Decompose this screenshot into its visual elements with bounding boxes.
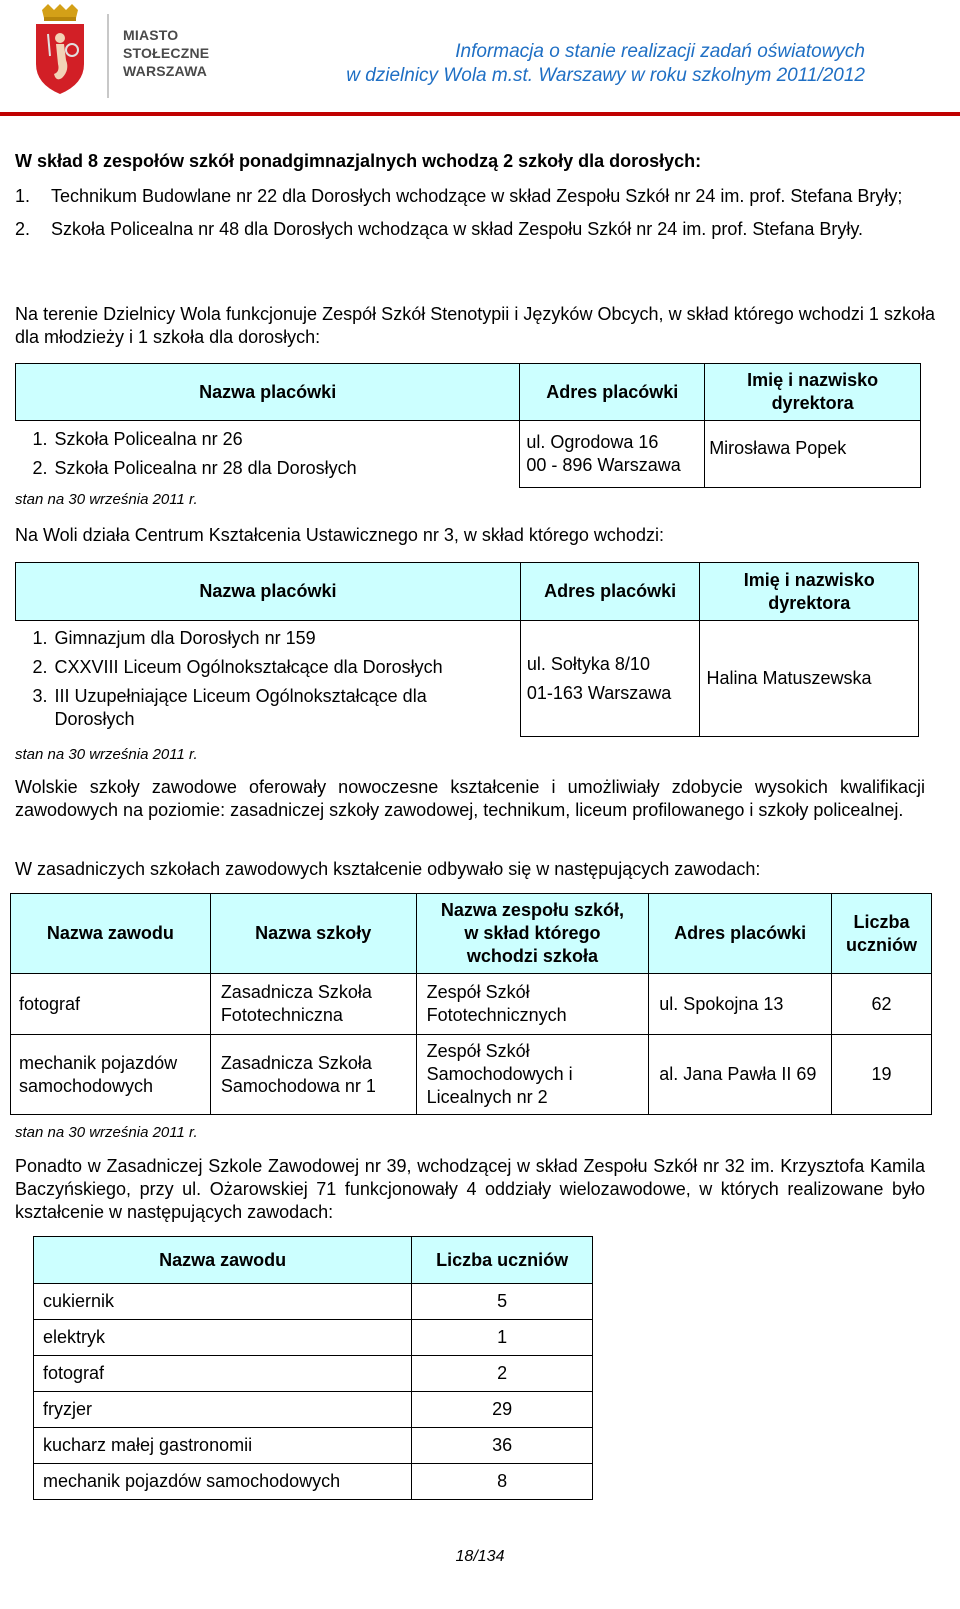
page-header (0, 0, 960, 118)
stenotypy-schools-table (15, 363, 921, 488)
section-heading: W skład 8 zespołów szkół ponadgimnazjalnych wchodzą 2 szkoły dla dorosłych: (15, 151, 702, 171)
profession-cell: cukiernik (34, 1284, 412, 1320)
list-item-text: Technikum Budowlane nr 22 dla Dorosłych wchodzące w skład Zespołu Szkół nr 24 im. prof. Stefana Bryły; (51, 186, 903, 206)
table-row (16, 621, 919, 737)
warsaw-coat-of-arms-logo (28, 4, 92, 96)
school-names-cell (16, 421, 520, 488)
address-line-2: 01-163 Warszawa (526, 682, 672, 703)
table-row (34, 1320, 593, 1356)
column-header: Nazwa zawodu (34, 1237, 412, 1284)
ckt-paragraph: Na Woli działa Centrum Kształcenia Ustawicznego nr 3, w skład którego wchodzi: (15, 525, 664, 545)
list-item-text: Szkoła Policealna nr 48 dla Dorosłych wchodząca w skład Zespołu Szkół nr 24 im. prof. Stefana Bryły. (51, 219, 864, 239)
profession-cell: elektryk (34, 1320, 412, 1356)
vocational-paragraph: Wolskie szkoły zawodowe oferowały nowoczesne kształcenie i umożliwiały zdobycie wysokich kwalifikacji zawodowych na poziomie: zasadniczej szkoły zawodowej, technikum, liceum profilowanego i szkoły policealnej. (15, 777, 925, 820)
zsz-paragraph: W zasadniczych szkołach zawodowych kształcenie odbywało się w następujących zawodach: (15, 859, 761, 879)
list-item-number: 1. (15, 186, 31, 206)
logo-divider (107, 14, 109, 98)
address-cell: ul. Spokojna 13 (649, 974, 832, 1035)
profession-cell: mechanik pojazdów samochodowych (34, 1464, 412, 1500)
list-item: 2. Szkoła Policealna nr 28 dla Dorosłych (33, 454, 520, 483)
complex-cell: Zespół Szkół Samochodowych i Licealnych nr 2 (416, 1035, 649, 1115)
director-cell: Halina Matuszewska (700, 621, 919, 737)
student-count-cell: 36 (412, 1428, 593, 1464)
column-header: Adres placówki (649, 894, 832, 974)
column-header: Nazwa szkoły (210, 894, 416, 974)
student-count-cell: 2 (412, 1356, 593, 1392)
table-header-row (11, 894, 932, 974)
adult-schools-list (15, 185, 935, 241)
profession-cell: kucharz małej gastronomii (34, 1428, 412, 1464)
school-cell: Zasadnicza Szkoła Fototechniczna (210, 974, 416, 1035)
address-line-2: 00 - 896 Warszawa (526, 454, 681, 475)
column-header: Nazwa placówki (16, 563, 521, 621)
address-cell (520, 421, 705, 488)
table-row (11, 1035, 932, 1115)
zsz39-paragraph: Ponadto w Zasadniczej Szkole Zawodowej nr 39, wchodzącej w skład Zespołu Szkół nr 32 im. Krzysztofa Kamila Baczyńskiego, przy ul. Ożarowskiej 71 funkcjonowały 4 oddziały wielozawodowe, w których realizowane było kształcenie w następujących zawodach: (15, 1156, 925, 1222)
logo-line-3: WARSZAWA (123, 63, 208, 79)
column-header: Imię i nazwisko dyrektora (700, 563, 919, 621)
student-count-cell: 19 (831, 1035, 931, 1115)
multi-profession-table (33, 1236, 593, 1500)
school-name: Szkoła Policealna nr 26 (54, 429, 243, 449)
student-count-cell: 8 (412, 1464, 593, 1500)
profession-cell: mechanik pojazdów samochodowych (11, 1035, 211, 1115)
table-header-row (34, 1237, 593, 1284)
document-title-line-2: w dzielnicy Wola m.st. Warszawy w roku szkolnym 2011/2012 (346, 65, 865, 86)
column-header: Nazwa placówki (16, 364, 520, 421)
school-name: CXXVIII Liceum Ogólnokształcące dla Dorosłych (54, 657, 443, 677)
status-date-note: stan na 30 września 2011 r. (15, 1124, 198, 1141)
address-cell (520, 621, 700, 737)
school-names-cell (16, 621, 521, 737)
logo-line-2: STOŁECZNE (123, 45, 210, 61)
list-item (15, 218, 935, 241)
school-name: III Uzupełniające Liceum Ogólnokształcące dla Dorosłych (54, 686, 427, 729)
list-item: 2. CXXVIII Liceum Ogólnokształcące dla Dorosłych (32, 657, 443, 677)
profession-cell: fryzjer (34, 1392, 412, 1428)
complex-cell: Zespół Szkół Fototechnicznych (416, 974, 649, 1035)
page-number: 18/134 (455, 1548, 505, 1565)
stenotypy-paragraph: Na terenie Dzielnicy Wola funkcjonuje Zespół Szkół Stenotypii i Języków Obcych, w skład którego wchodzi 1 szkoła dla młodzieży i 1 szkoła dla dorosłych: (15, 304, 935, 347)
table-row (34, 1284, 593, 1320)
school-list (33, 425, 520, 483)
list-item: 1. Szkoła Policealna nr 26 (33, 425, 520, 454)
address-line-1: ul. Ogrodowa 16 (526, 431, 659, 452)
column-header: Liczba uczniów (412, 1237, 593, 1284)
list-item (15, 185, 935, 208)
table-header-row (16, 364, 921, 421)
list-item: 3. III Uzupełniające Liceum Ogólnokształcące dla Dorosłych (33, 685, 520, 731)
status-date-note: stan na 30 września 2011 r. (15, 746, 198, 763)
table-row (34, 1356, 593, 1392)
list-item-number: 2. (15, 219, 31, 239)
table-row (16, 421, 921, 488)
address-cell: al. Jana Pawła II 69 (649, 1035, 832, 1115)
column-header: Adres placówki (520, 563, 700, 621)
table-row (34, 1464, 593, 1500)
table-row (34, 1392, 593, 1428)
logo-line-1: MIASTO (123, 27, 179, 43)
document-title-line-1: Informacja o stanie realizacji zadań oświatowych (455, 41, 865, 62)
school-name: Szkoła Policealna nr 28 dla Dorosłych (54, 458, 357, 478)
header-rule (0, 112, 960, 116)
table-row (34, 1428, 593, 1464)
profession-cell: fotograf (11, 974, 211, 1035)
address-line-1: ul. Sołtyka 8/10 (526, 653, 650, 674)
status-date-note: stan na 30 września 2011 r. (15, 491, 198, 508)
school-list (33, 627, 520, 731)
table-header-row (16, 563, 919, 621)
list-item: 1. Gimnazjum dla Dorosłych nr 159 (32, 628, 316, 648)
column-header: Adres placówki (520, 364, 705, 421)
vocational-schools-table (10, 893, 932, 1115)
student-count-cell: 62 (831, 974, 931, 1035)
logo-wordmark (123, 26, 209, 80)
student-count-cell: 1 (412, 1320, 593, 1356)
director-cell: Mirosława Popek (705, 421, 921, 488)
school-name: Gimnazjum dla Dorosłych nr 159 (54, 628, 316, 648)
table-row (11, 974, 932, 1035)
school-cell: Zasadnicza Szkoła Samochodowa nr 1 (210, 1035, 416, 1115)
column-header: Imię i nazwisko dyrektora (705, 364, 921, 421)
column-header: Nazwa zawodu (11, 894, 211, 974)
student-count-cell: 5 (412, 1284, 593, 1320)
student-count-cell: 29 (412, 1392, 593, 1428)
column-header: Nazwa zespołu szkół, w skład którego wchodzi szkoła (416, 894, 649, 974)
ckt-schools-table (15, 562, 919, 737)
document-title (346, 40, 865, 88)
column-header: Liczba uczniów (831, 894, 931, 974)
profession-cell: fotograf (34, 1356, 412, 1392)
